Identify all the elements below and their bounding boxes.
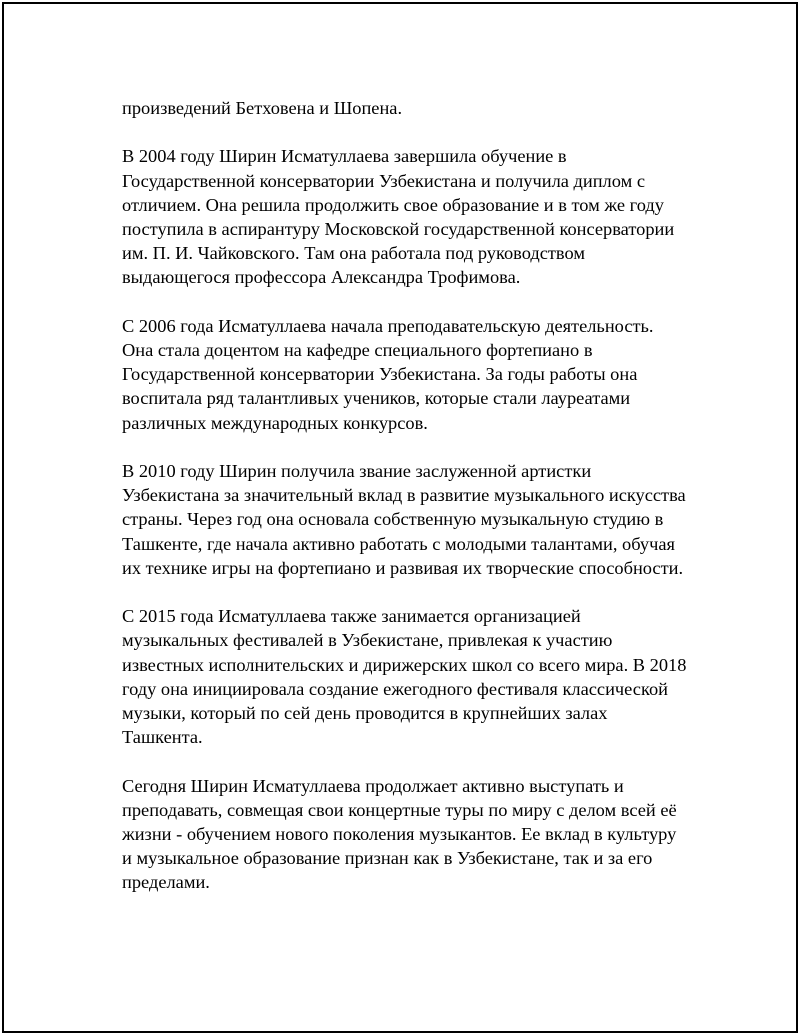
- text-line: преподавать, совмещая свои концертные туры по миру с делом всей её: [122, 799, 677, 820]
- text-line: Сегодня Ширин Исматуллаева продолжает активно выступать и: [122, 775, 624, 796]
- paragraph: [122, 96, 702, 120]
- text-line: их технике игры на фортепиано и развивая их творческие способности.: [122, 557, 684, 578]
- text-line: различных международных конкурсов.: [122, 412, 428, 433]
- text-line: году она инициировала создание ежегодного фестиваля классической: [122, 678, 668, 699]
- text-line: Ташкенте, где начала активно работать с молодыми талантами, обучая: [122, 533, 675, 554]
- text-line: музыкальных фестивалей в Узбекистане, привлекая к участию: [122, 630, 613, 651]
- text-line: выдающегося профессора Александра Трофимова.: [122, 267, 521, 288]
- paragraph: [122, 774, 702, 895]
- text-line: Государственной консерватории Узбекистана и получила диплом с: [122, 170, 645, 191]
- paragraph: [122, 459, 702, 580]
- text-line: жизни - обучением нового поколения музыкантов. Ее вклад в культуру: [122, 824, 677, 845]
- text-line: В 2004 году Ширин Исматуллаева завершила обучение в: [122, 146, 567, 167]
- text-line: и музыкальное образование признан как в Узбекистане, так и за его: [122, 848, 653, 869]
- text-line: страны. Через год она основала собственную музыкальную студию в: [122, 509, 664, 530]
- text-line: произведений Бетховена и Шопена.: [122, 98, 403, 118]
- paragraph: [122, 314, 702, 435]
- text-line: им. П. И. Чайковского. Там она работала под руководством: [122, 243, 585, 264]
- paragraph: [122, 144, 702, 289]
- page-frame: [2, 2, 798, 1033]
- text-line: музыки, который по сей день проводится в крупнейших залах: [122, 703, 608, 724]
- text-line: Ташкента.: [122, 727, 203, 748]
- text-line: поступила в аспирантуру Московской государственной консерватории: [122, 219, 675, 239]
- text-line: отличием. Она решила продолжить свое образование и в том же году: [122, 194, 664, 215]
- text-line: С 2015 года Исматуллаева также занимается организацией: [122, 606, 581, 627]
- text-line: Узбекистана за значительный вклад в развитие музыкального искусства: [122, 485, 686, 506]
- text-line: Она стала доцентом на кафедре специального фортепиано в: [122, 340, 593, 360]
- text-line: Государственной консерватории Узбекистана. За годы работы она: [122, 364, 638, 385]
- text-line: пределами.: [122, 872, 210, 893]
- text-line: воспитала ряд талантливых учеников, которые стали лауреатами: [122, 388, 631, 409]
- paragraph: [122, 604, 702, 749]
- text-line: В 2010 году Ширин получила звание заслуженной артистки: [122, 461, 592, 481]
- text-line: известных исполнительских и дирижерских школ со всего мира. В 2018: [122, 654, 687, 675]
- text-line: С 2006 года Исматуллаева начала преподавательскую деятельность.: [122, 315, 654, 336]
- document-body: [122, 96, 702, 919]
